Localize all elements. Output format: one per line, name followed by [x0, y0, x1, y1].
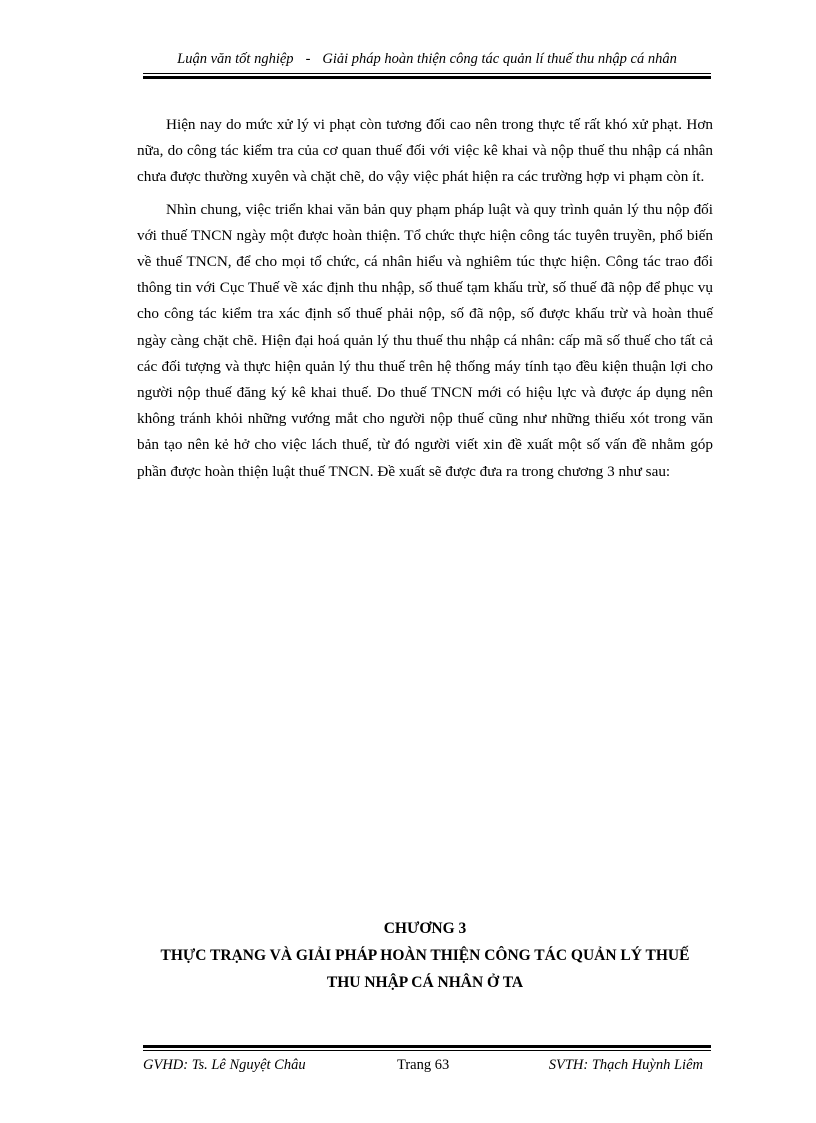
header-thesis-label: Luận văn tốt nghiệp [177, 50, 294, 67]
header-rule-thin [143, 73, 711, 74]
footer-advisor: GVHD: Ts. Lê Nguyệt Châu [143, 1057, 306, 1073]
chapter-number: CHƯƠNG 3 [383, 920, 467, 937]
chapter-title: THỰC TRẠNG VÀ GIẢI PHÁP HOÀN THIỆN CÔNG TÁC QUẢN LÝ THUẾ THU NHẬP CÁ NHÂN Ở TA [160, 947, 690, 991]
header-separator: - [305, 50, 311, 67]
paragraph-1: Hiện nay do mức xử lý vi phạt còn tương đối cao nên trong thực tế rất khó xử phạt. Hơn nữa, do công tác kiểm tra của cơ quan thuế đối với việc kê khai và nộp thuế thu nhập cá nhân chưa được thường xuyên và chặt chẽ, do vậy việc phát hiện ra các trường hợp vi phạm còn ít. [137, 116, 713, 186]
footer-page-number: Trang 63 [397, 1057, 450, 1073]
body-text [137, 112, 713, 491]
header-thesis-title: Giải pháp hoàn thiện công tác quản lí thuế thu nhập cá nhân [322, 50, 677, 67]
page-footer [143, 1057, 711, 1079]
footer-rule-thick [143, 1045, 711, 1048]
paragraph-2: Nhìn chung, việc triển khai văn bản quy phạm pháp luật và quy trình quản lý thu nộp đối với thuế TNCN ngày một được hoàn thiện. Tổ chức thực hiện công tác tuyên truyền, phổ biến về thuế TNCN, để cho mọi tổ chức, cá nhân hiểu và nghiêm túc thực hiện. Công tác trao đổi thông tin với Cục Thuế về xác định thu nhập, số thuế tạm khấu trừ, số thuế đã nộp để phục vụ cho công tác kiểm tra xác định số thuế phải nộp, số đã nộp, số được khấu trừ và hoàn thuế ngày càng chặt chẽ. Hiện đại hoá quản lý thu thuế thu nhập cá nhân: cấp mã số thuế cho tất cả các đối tượng và thực hiện quản lý thu thuế trên hệ thống máy tính tạo đều kiện thuận lợi cho người nộp thuế đăng ký kê khai thuế. Do thuế TNCN mới có hiệu lực và được áp dụng nên không tránh khỏi những vướng mắt cho người nộp thuế cũng như những thiếu xót trong văn bản tạo nên kẻ hở cho việc lách thuế, từ đó người viết xin đề xuất một số vấn đề nhằm góp phần được hoàn thiện luật thuế TNCN. Đề xuất sẽ được đưa ra trong chương 3 như sau: [137, 200, 713, 480]
chapter-heading [137, 915, 713, 996]
page-header [143, 48, 711, 70]
header-rule-thick [143, 76, 711, 79]
footer-student: SVTH: Thạch Huỳnh Liêm [548, 1057, 703, 1073]
footer-rule-thin [143, 1050, 711, 1051]
